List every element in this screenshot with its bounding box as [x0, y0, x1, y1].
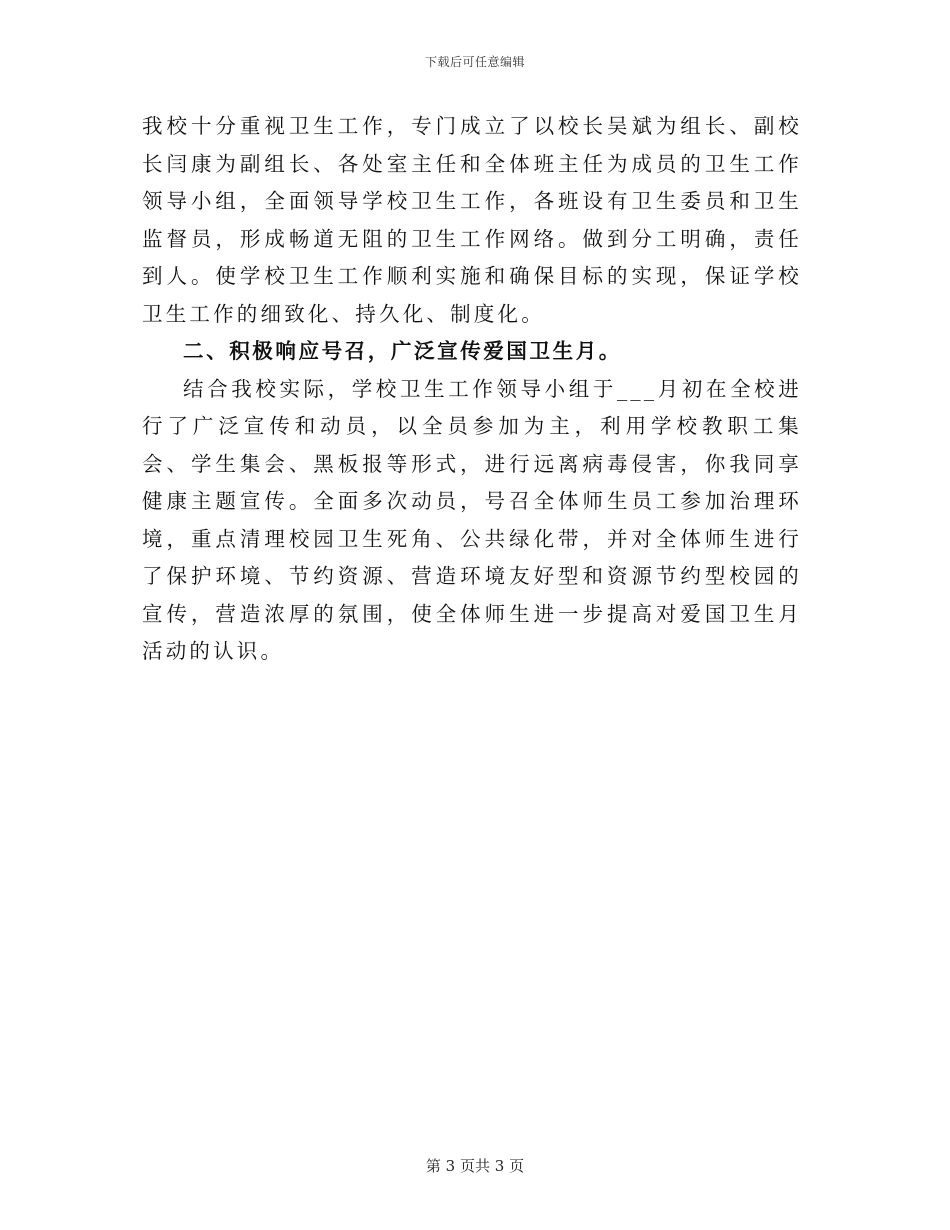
section-heading: 二、积极响应号召，广泛宣传爱国卫生月。 — [183, 339, 622, 363]
page-header: 下载后可任意编辑 — [424, 55, 525, 69]
page-number-footer: 第 3 页共 3 页 — [425, 1157, 525, 1175]
paragraph-leadership-group: 我校十分重视卫生工作，专门成立了以校长吴斌为组长、副校长闫康为副组长、各处室主任和全体班主任为成员的卫生工作领导小组，全面领导学校卫生工作，各班设有卫生委员和卫生监督员，形成畅道无阻的卫生工作网络。做到分工明确，责任到人。使学校卫生工作顺利实施和确保目标的实现，保证学校卫生工作的细致化、持久化、制度化。 — [142, 114, 802, 326]
document-body — [142, 108, 802, 671]
paragraph-publicity: 结合我校实际，学校卫生工作领导小组于___月初在全校进行了广泛宣传和动员，以全员参加为主，利用学校教职工集会、学生集会、黑板报等形式，进行远离病毒侵害，你我同享健康主题宣传。全面多次动员，号召全体师生员工参加治理环境，重点清理校园卫生死角、公共绿化带，并对全体师生进行了保护环境、节约资源、营造环境友好型和资源节约型校园的宣传，营造浓厚的氛围，使全体师生进一步提高对爱国卫生月活动的认识。 — [142, 376, 802, 663]
